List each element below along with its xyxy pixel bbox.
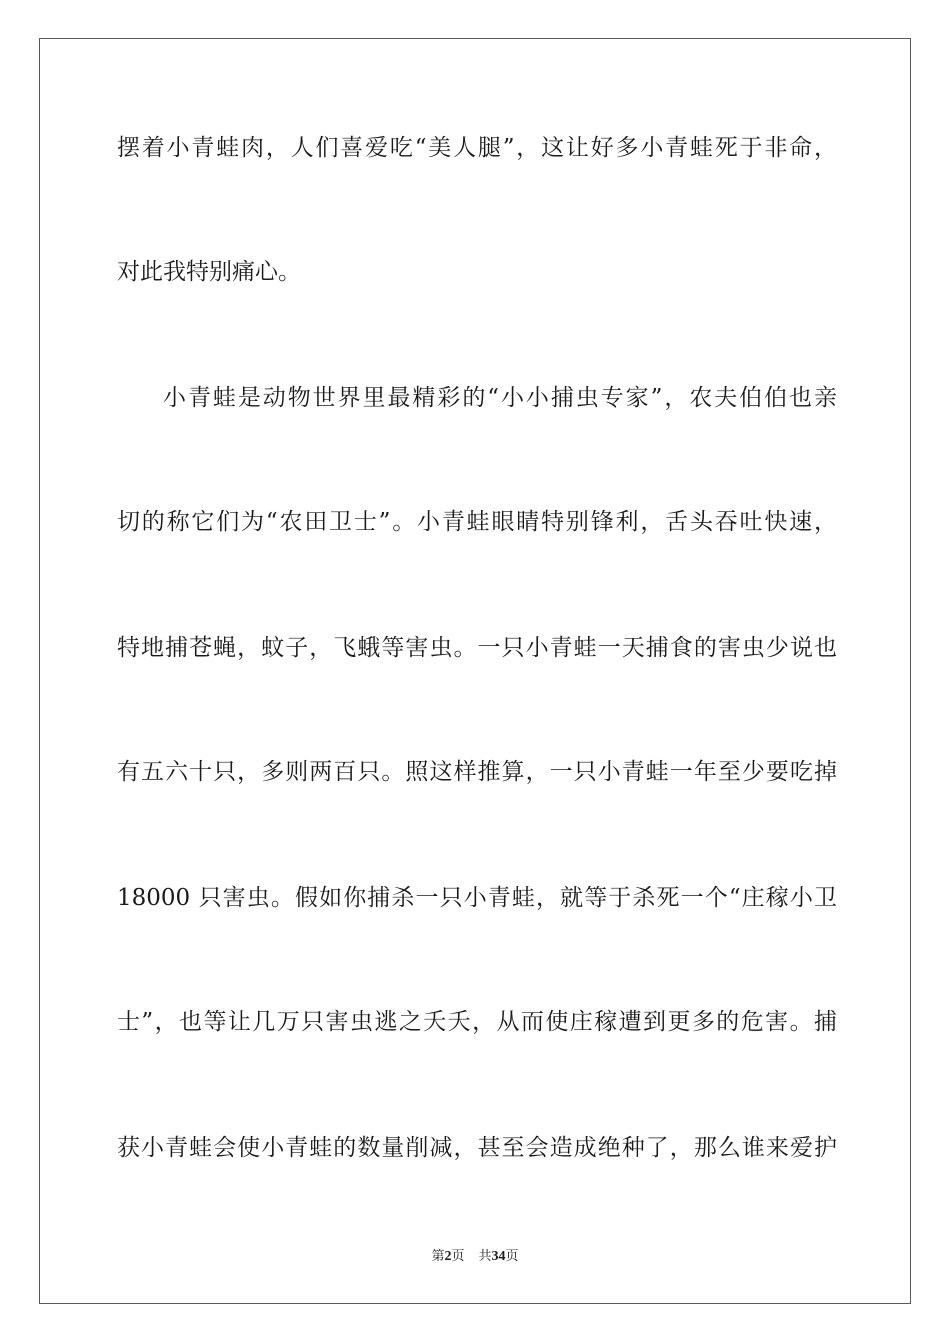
- text-line-1: 摆着小青蛙肉，人们喜爱吃“美人腿”，这让好多小青蛙死于非命，: [117, 135, 837, 161]
- text-line-6: 有五六十只，多则两百只。照这样推算，一只小青蛙一年至少要吃掉: [117, 759, 837, 785]
- page-suffix: 页: [451, 1249, 465, 1264]
- page-prefix: 第: [431, 1249, 445, 1264]
- total-suffix: 页: [505, 1249, 519, 1264]
- total-prefix: 共: [478, 1249, 492, 1264]
- text-line-3: 小青蛙是动物世界里最精彩的“小小捕虫专家”，农夫伯伯也亲: [163, 385, 837, 411]
- text-line-9: 获小青蛙会使小青蛙的数量削减，甚至会造成绝种了，那么谁来爱护: [117, 1135, 837, 1161]
- text-line-2: 对此我特别痛心。: [117, 259, 301, 285]
- page-border: [39, 38, 911, 1304]
- page-footer: [0, 1247, 950, 1267]
- total-pages: 34: [491, 1249, 506, 1264]
- text-line-8: 士”，也等让几万只害虫逃之夭夭，从而使庄稼遭到更多的危害。捕: [117, 1009, 837, 1035]
- text-line-4: 切的称它们为“农田卫士”。小青蛙眼睛特别锋利，舌头吞吐快速，: [117, 509, 837, 535]
- page-number: 2: [444, 1249, 452, 1264]
- text-line-7: 18000 只害虫。假如你捕杀一只小青蛙，就等于杀死一个“庄稼小卫: [117, 885, 837, 911]
- text-line-5: 特地捕苍蝇，蚊子，飞蛾等害虫。一只小青蛙一天捕食的害虫少说也: [117, 635, 837, 661]
